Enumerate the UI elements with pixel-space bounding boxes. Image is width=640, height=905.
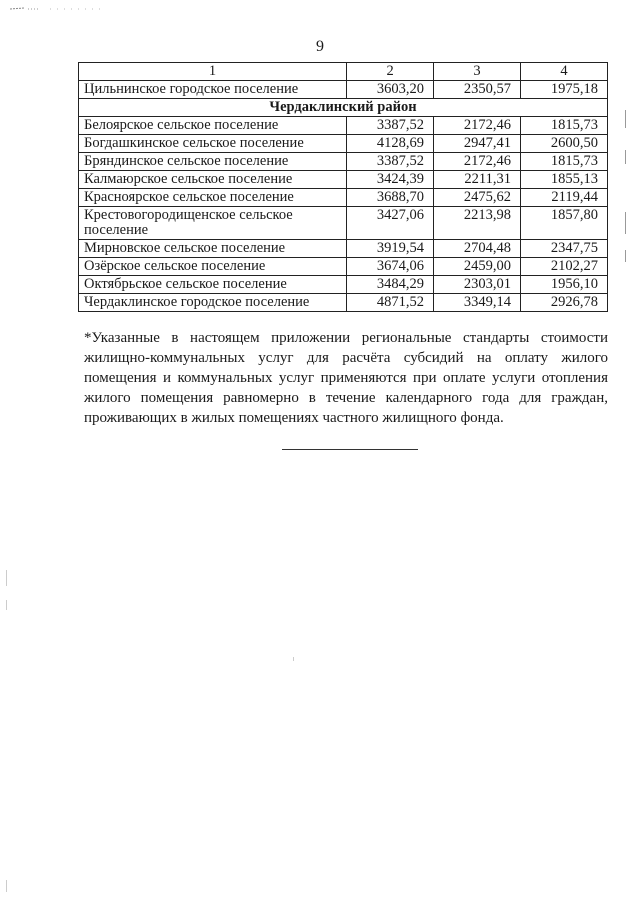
table-row xyxy=(79,135,608,153)
value-col-3: 2172,46 xyxy=(434,117,521,135)
tariff-table xyxy=(78,62,608,312)
value-col-3: 2350,57 xyxy=(434,81,521,99)
scan-edge-mark xyxy=(293,657,294,661)
value-col-4: 2102,27 xyxy=(521,258,608,276)
value-col-2: 3387,52 xyxy=(347,153,434,171)
footnote-first-line: *Указанные в настоящем приложении региональные стандарты стоимости xyxy=(84,330,608,346)
settlement-name: Бряндинское сельское поселение xyxy=(79,153,347,171)
value-col-2: 3688,70 xyxy=(347,189,434,207)
value-col-2: 4871,52 xyxy=(347,294,434,312)
value-col-4: 1975,18 xyxy=(521,81,608,99)
value-col-4: 1855,13 xyxy=(521,171,608,189)
settlement-name: Красноярское сельское поселение xyxy=(79,189,347,207)
scan-edge-mark xyxy=(625,110,626,128)
table-row xyxy=(79,171,608,189)
value-col-3: 2947,41 xyxy=(434,135,521,153)
value-col-4: 1857,80 xyxy=(521,207,608,240)
table-header-row xyxy=(79,63,608,81)
settlement-name: Озёрское сельское поселение xyxy=(79,258,347,276)
value-col-3: 2211,31 xyxy=(434,171,521,189)
table-row xyxy=(79,258,608,276)
settlement-name: Цильнинское городское поселение xyxy=(79,81,347,99)
value-col-2: 3674,06 xyxy=(347,258,434,276)
value-col-2: 3603,20 xyxy=(347,81,434,99)
page-number: 9 xyxy=(316,38,324,55)
table-row xyxy=(79,276,608,294)
table-row xyxy=(79,81,608,99)
table-row xyxy=(79,117,608,135)
scan-edge-mark xyxy=(625,250,626,262)
value-col-2: 3919,54 xyxy=(347,240,434,258)
footnote xyxy=(84,328,608,428)
value-col-2: 3427,06 xyxy=(347,207,434,240)
value-col-4: 1956,10 xyxy=(521,276,608,294)
value-col-3: 2213,98 xyxy=(434,207,521,240)
value-col-4: 1815,73 xyxy=(521,117,608,135)
value-col-4: 1815,73 xyxy=(521,153,608,171)
footnote-body: жилищно-коммунальных услуг для расчёта субсидий на оплату жилого помещения и коммунальных услуг применяются при оплате услуги отопления жилого помещения равномерно в течение календарного года для граждан, проживающих в жилых помещениях частного жилищного фонда. xyxy=(84,350,608,426)
scan-edge-mark xyxy=(6,880,7,892)
end-separator-line xyxy=(282,449,418,450)
table-row xyxy=(79,207,608,240)
value-col-3: 2303,01 xyxy=(434,276,521,294)
scan-edge-mark xyxy=(625,150,626,164)
settlement-name: Крестовогородищенское сельское поселение xyxy=(79,207,347,240)
settlement-name: Белоярское сельское поселение xyxy=(79,117,347,135)
settlement-name: Октябрьское сельское поселение xyxy=(79,276,347,294)
section-row xyxy=(79,99,608,117)
column-header-3: 3 xyxy=(434,63,521,81)
value-col-2: 3387,52 xyxy=(347,117,434,135)
table-row xyxy=(79,153,608,171)
value-col-3: 2475,62 xyxy=(434,189,521,207)
column-header-1: 1 xyxy=(79,63,347,81)
value-col-4: 2119,44 xyxy=(521,189,608,207)
scan-edge-mark xyxy=(625,212,626,234)
value-col-4: 2600,50 xyxy=(521,135,608,153)
value-col-2: 3424,39 xyxy=(347,171,434,189)
value-col-2: 3484,29 xyxy=(347,276,434,294)
table-row xyxy=(79,294,608,312)
settlement-name: Мирновское сельское поселение xyxy=(79,240,347,258)
settlement-name: Богдашкинское сельское поселение xyxy=(79,135,347,153)
table-row xyxy=(79,189,608,207)
value-col-4: 2926,78 xyxy=(521,294,608,312)
settlement-name: Чердаклинское городское поселение xyxy=(79,294,347,312)
column-header-2: 2 xyxy=(347,63,434,81)
settlement-name: Калмаюрское сельское поселение xyxy=(79,171,347,189)
table-row xyxy=(79,240,608,258)
column-header-4: 4 xyxy=(521,63,608,81)
scan-artifact-marks xyxy=(10,6,100,12)
value-col-3: 2704,48 xyxy=(434,240,521,258)
scan-edge-mark xyxy=(6,570,7,586)
value-col-3: 2459,00 xyxy=(434,258,521,276)
section-title: Чердаклинский район xyxy=(79,99,608,117)
value-col-3: 3349,14 xyxy=(434,294,521,312)
scan-edge-mark xyxy=(6,600,7,610)
value-col-4: 2347,75 xyxy=(521,240,608,258)
value-col-2: 4128,69 xyxy=(347,135,434,153)
value-col-3: 2172,46 xyxy=(434,153,521,171)
